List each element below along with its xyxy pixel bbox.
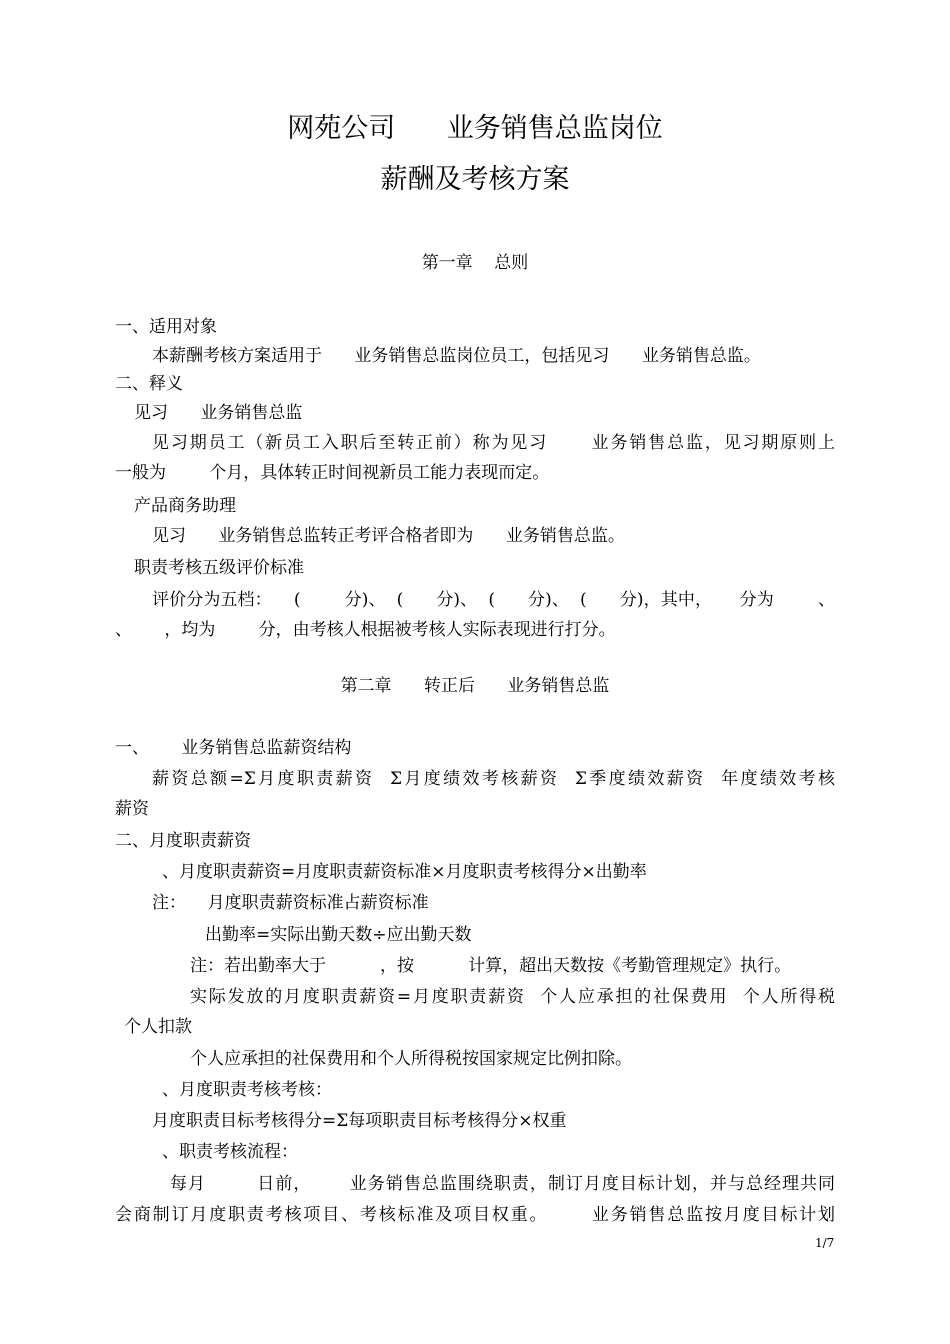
assessment-process-text-b: 会商制订月度职责考核项目、考核标准及项目权重。 业务销售总监按月度目标计划 xyxy=(115,1205,835,1225)
chapter-2-heading: 第二章 转正后 业务销售总监 xyxy=(340,676,610,696)
assessment-score-formula: 月度职责目标考核得分=Σ每项职责目标考核得分×权重 xyxy=(152,1111,567,1131)
document-title-line1: 网苑公司 业务销售总监岗位 xyxy=(287,113,663,144)
assessment-process-heading: 、职责考核流程： xyxy=(162,1142,298,1162)
salary-structure-text-a: 薪资总额=Σ月度职责薪资 Σ月度绩效考核薪资 Σ季度绩效薪资 年度绩效考核 xyxy=(152,769,835,789)
monthly-assessment-heading: 、月度职责考核考核： xyxy=(162,1080,332,1100)
note-attendance-rule: 注：若出勤率大于 ，按 计算，超出天数按《考勤管理规定》执行。 xyxy=(190,956,792,976)
actual-salary-text-b: 个人扣款 xyxy=(124,1017,192,1037)
definition-3-title: 职责考核五级评价标准 xyxy=(134,558,304,578)
definition-2-text: 见习 业务销售总监转正考评合格者即为 业务销售总监。 xyxy=(152,526,625,546)
tax-deduction-text: 个人应承担的社保费用和个人所得税按国家规定比例扣除。 xyxy=(190,1049,632,1069)
page-number: 1/7 xyxy=(815,1236,835,1250)
definition-3-text-b: 、 ，均为 分，由考核人根据被考核人实际表现进行打分。 xyxy=(115,620,616,640)
definition-1-title: 见习 业务销售总监 xyxy=(134,403,303,423)
chapter-1-heading: 第一章 总则 xyxy=(421,253,529,273)
section-1-text: 本薪酬考核方案适用于 业务销售总监岗位员工，包括见习 业务销售总监。 xyxy=(152,346,761,366)
section-1-heading: 一、适用对象 xyxy=(115,317,217,337)
monthly-salary-formula: 、月度职责薪资=月度职责薪资标准×月度职责考核得分×出勤率 xyxy=(162,862,647,882)
definition-2-title: 产品商务助理 xyxy=(134,496,236,516)
chapter-2-section-1-heading: 一、 业务销售总监薪资结构 xyxy=(115,738,352,758)
document-title-line2: 薪酬及考核方案 xyxy=(380,164,570,195)
section-2-heading: 二、释义 xyxy=(115,374,183,394)
chapter-2-section-2-heading: 二、月度职责薪资 xyxy=(115,831,251,851)
definition-3-text-a: 评价分为五档： ( 分)、 ( 分)、 ( 分)、 ( 分)，其中， 分为 、 xyxy=(152,590,835,610)
definition-1-text-a: 见习期员工（新员工入职后至转正前）称为见习 业务销售总监，见习期原则上 xyxy=(152,433,835,453)
note-salary-standard: 注： 月度职责薪资标准占薪资标准 xyxy=(152,893,429,913)
assessment-process-text-a: 每月 日前， 业务销售总监围绕职责，制订月度目标计划，并与总经理共同 xyxy=(170,1174,835,1194)
actual-salary-text-a: 实际发放的月度职责薪资=月度职责薪资 个人应承担的社保费用 个人所得税 xyxy=(190,987,835,1007)
note-attendance-formula: 出勤率=实际出勤天数÷应出勤天数 xyxy=(205,925,472,945)
salary-structure-text-b: 薪资 xyxy=(115,799,149,819)
definition-1-text-b: 一般为 个月，具体转正时间视新员工能力表现而定。 xyxy=(115,463,550,483)
